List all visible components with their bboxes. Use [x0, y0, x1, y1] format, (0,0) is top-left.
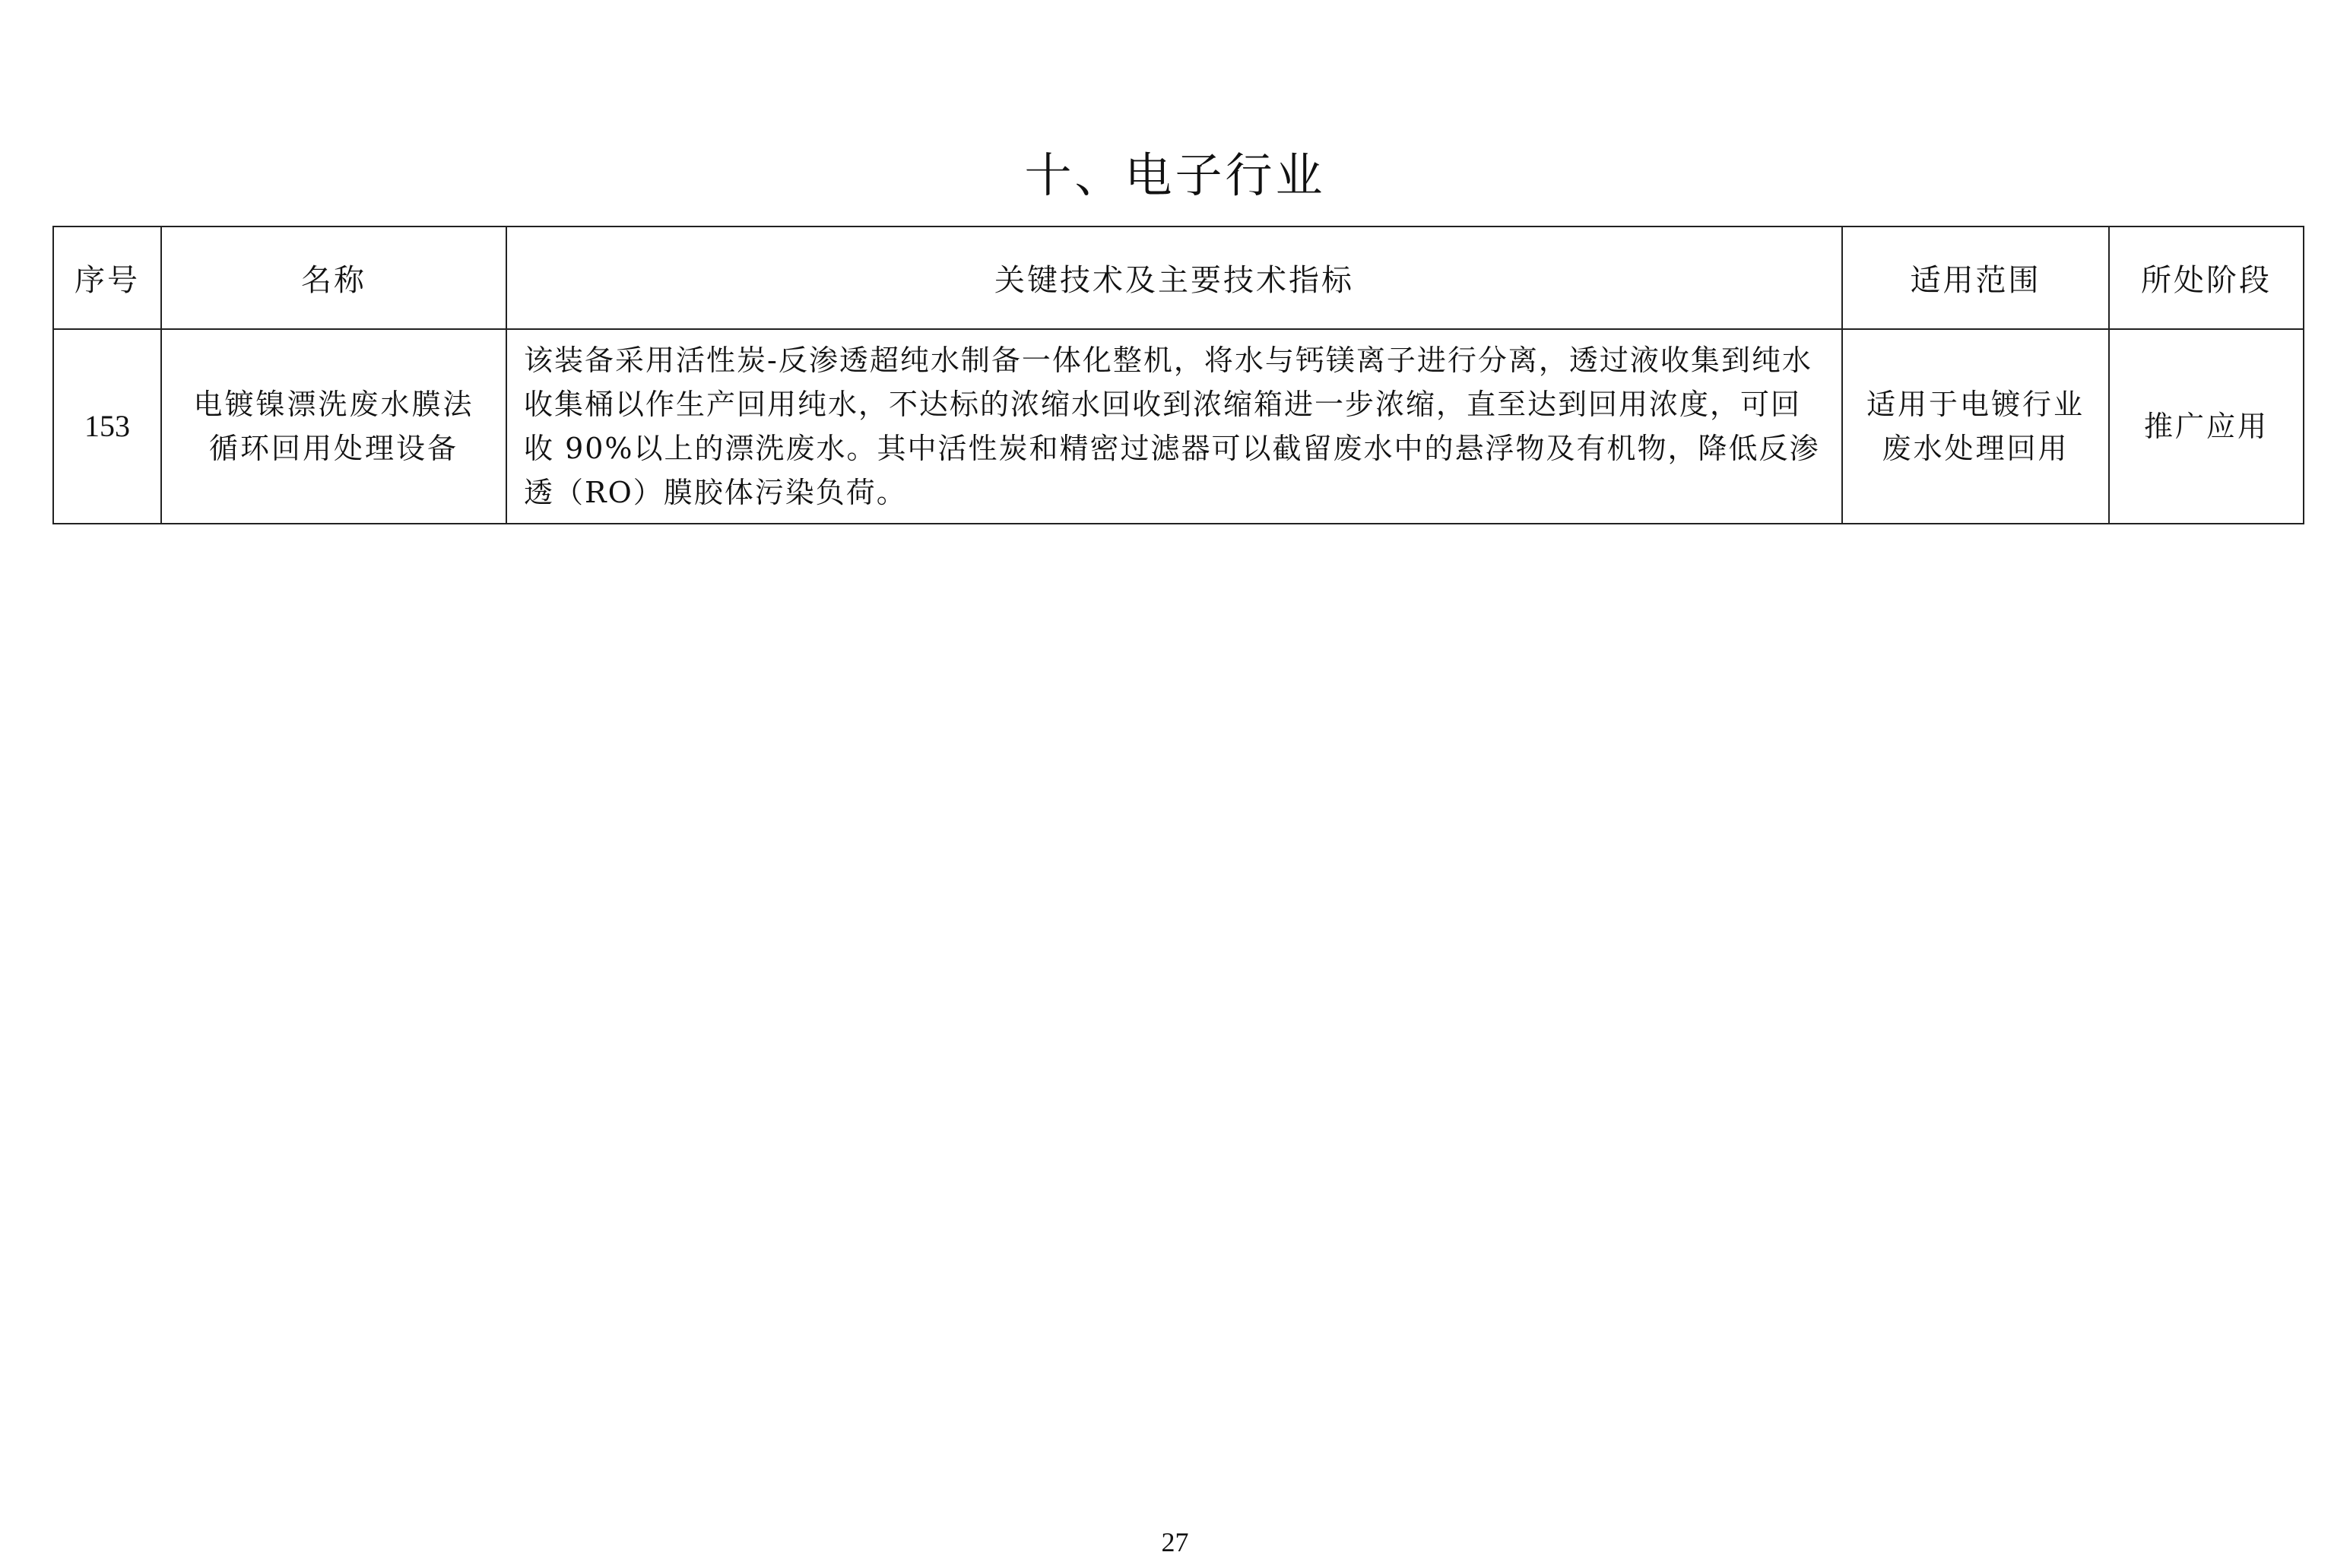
- row-tech: 该装备采用活性炭-反渗透超纯水制备一体化整机，将水与钙镁离子进行分离，透过液收集到纯水收集桶以作生产回用纯水，不达标的浓缩水回收到浓缩箱进一步浓缩，直至达到回用浓度，可回收 90%以上的漂洗废水。其中活性炭和精密过滤器可以截留废水中的悬浮物及有机物，降低反渗透（RO）膜胶体污染负荷。: [506, 329, 1842, 524]
- row-stage: 推广应用: [2109, 329, 2304, 524]
- table-header-row: [53, 226, 2304, 329]
- row-scope: 适用于电镀行业废水处理回用: [1842, 329, 2109, 524]
- header-tech: 关键技术及主要技术指标: [506, 226, 1842, 329]
- table-row: [53, 329, 2304, 524]
- header-stage: 所处阶段: [2109, 226, 2304, 329]
- row-name: 电镀镍漂洗废水膜法循环回用处理设备: [161, 329, 506, 524]
- page-title: 十、电子行业: [1024, 147, 1326, 203]
- header-index: 序号: [53, 226, 161, 329]
- page-number: 27: [1161, 1527, 1189, 1557]
- row-index: 153: [53, 329, 161, 524]
- header-name: 名称: [161, 226, 506, 329]
- catalog-table: [52, 226, 2304, 524]
- header-scope: 适用范围: [1842, 226, 2109, 329]
